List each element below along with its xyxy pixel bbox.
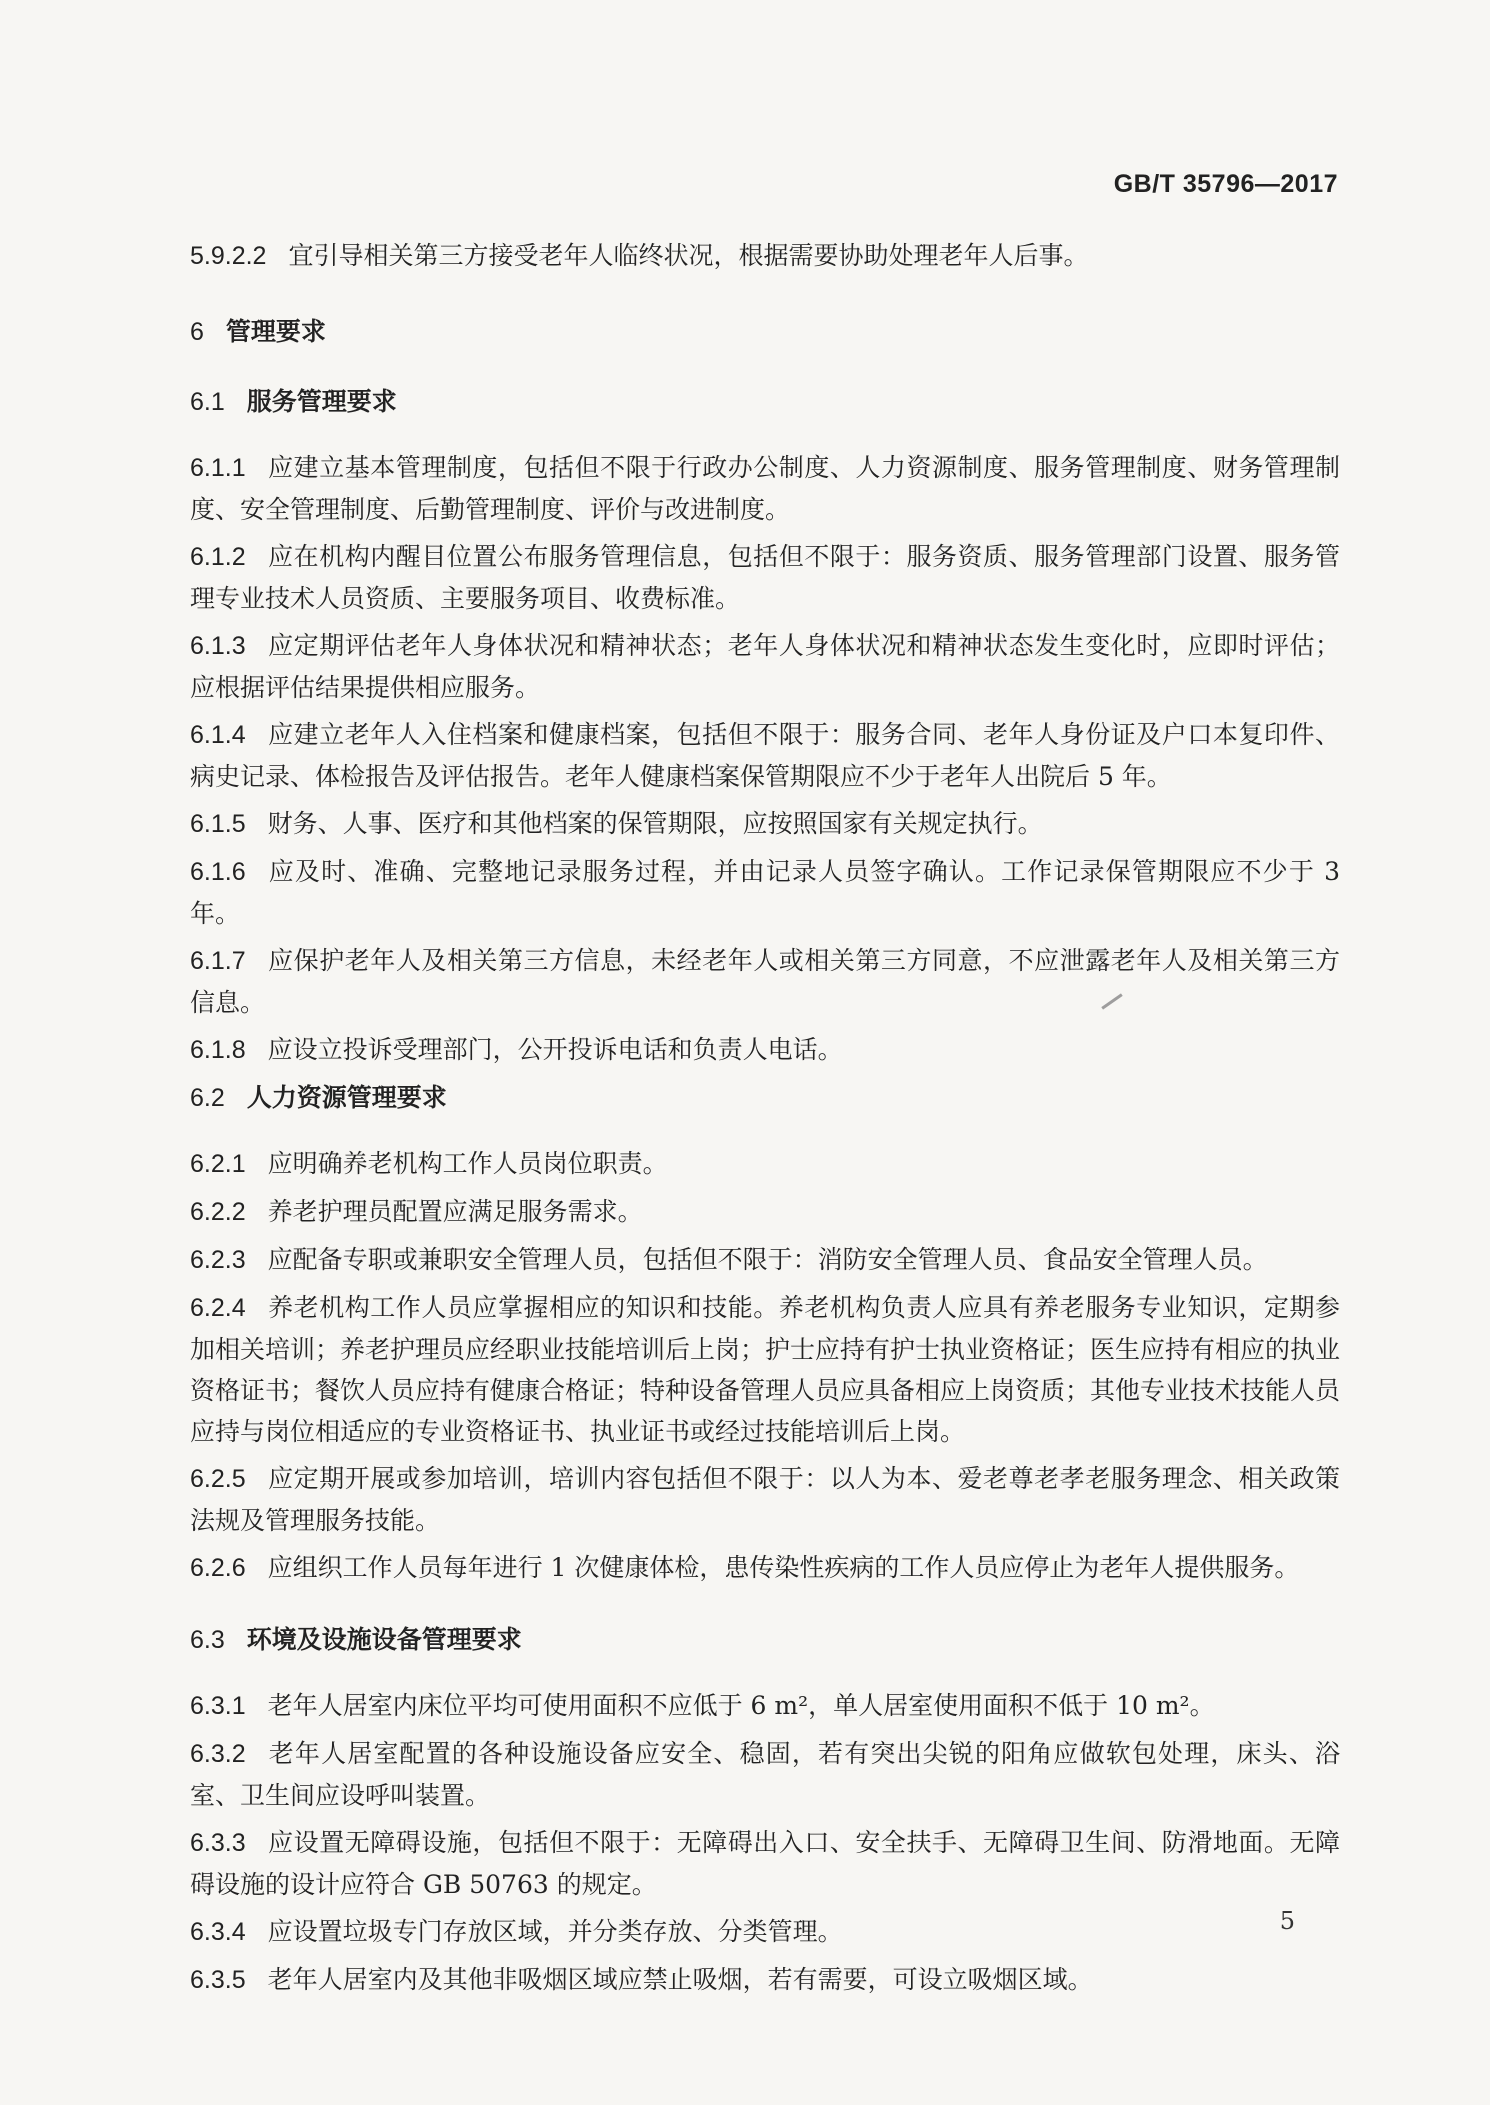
clause-6-3-5: [190, 1959, 1340, 2001]
clause-number: 6.2.2: [190, 1198, 246, 1226]
clause-number: 6.2: [190, 1084, 225, 1112]
clause-text: 应组织工作人员每年进行 1 次健康体检，患传染性疾病的工作人员应停止为老年人提供服务。: [267, 1553, 1300, 1582]
clause-6-1-1: [190, 447, 1340, 530]
clause-6-1-8: [190, 1029, 1340, 1071]
clause-number: 6.3.5: [190, 1966, 246, 1994]
clause-6-1-2: [190, 536, 1340, 619]
clause-6-2-4: [190, 1287, 1340, 1452]
clause-6-1-3: [190, 625, 1340, 708]
clause-number: 6: [190, 318, 204, 346]
clause-text: 宜引导相关第三方接受老年人临终状况，根据需要协助处理老年人后事。: [288, 241, 1089, 270]
clause-text: 应明确养老机构工作人员岗位职责。: [267, 1149, 668, 1178]
clause-6-3-1: [190, 1685, 1340, 1727]
clause-text: 财务、人事、医疗和其他档案的保管期限，应按照国家有关规定执行。: [267, 809, 1043, 838]
clause-number: 6.1: [190, 388, 225, 416]
clause-text: 环境及设施设备管理要求: [246, 1625, 522, 1654]
clause-6-1-4: [190, 714, 1340, 797]
subsection-heading: [190, 1619, 1340, 1661]
clause-number: 6.1.2: [190, 543, 246, 571]
clause-5-9-2-2: [190, 235, 1340, 277]
clause-text: 人力资源管理要求: [246, 1083, 447, 1112]
clause-text: 老年人居室配置的各种设施设备应安全、稳固，若有突出尖锐的阳角应做软包处理，床头、浴室、卫生间应设呼叫装置。: [190, 1739, 1340, 1810]
clause-6-3-2: [190, 1733, 1340, 1816]
clause-6-1-5: [190, 803, 1340, 845]
clause-text: 养老机构工作人员应掌握相应的知识和技能。养老机构负责人应具有养老服务专业知识，定期参加相关培训；养老护理员应经职业技能培训后上岗；护士应持有护士执业资格证；医生应持有相应的执业资格证书；餐饮人员应持有健康合格证；特种设备管理人员应具备相应上岗资质；其他专业技术技能人员应持与岗位相适应的专业资格证书、执业证书或经过技能培训后上岗。: [190, 1293, 1341, 1446]
clause-number: 6.3.2: [190, 1740, 246, 1768]
section-heading: [190, 311, 1340, 353]
clause-6-3-4: [190, 1911, 1340, 1953]
clause-6-1-6: [190, 851, 1340, 934]
clause-number: 6.1.1: [190, 454, 246, 482]
clause-number: 6.2.1: [190, 1150, 246, 1178]
clause-text: 应设立投诉受理部门，公开投诉电话和负责人电话。: [267, 1035, 843, 1064]
clause-number: 6.1.8: [190, 1036, 246, 1064]
clause-text: 管理要求: [225, 317, 326, 346]
clause-6-2-3: [190, 1239, 1340, 1281]
clause-text: 应设置无障碍设施，包括但不限于：无障碍出入口、安全扶手、无障碍卫生间、防滑地面。无障碍设施的设计应符合 GB 50763 的规定。: [190, 1828, 1340, 1899]
clause-6-2-6: [190, 1547, 1340, 1589]
clause-number: 6.1.5: [190, 810, 246, 838]
clause-number: 6.1.7: [190, 947, 246, 975]
clause-number: 6.1.4: [190, 721, 246, 749]
clause-text: 应设置垃圾专门存放区域，并分类存放、分类管理。: [267, 1917, 843, 1946]
clause-text: 应建立基本管理制度，包括但不限于行政办公制度、人力资源制度、服务管理制度、财务管理制度、安全管理制度、后勤管理制度、评价与改进制度。: [190, 453, 1340, 524]
document-body: [190, 235, 1340, 2007]
clause-text: 应定期开展或参加培训，培训内容包括但不限于：以人为本、爱老尊老孝老服务理念、相关政策法规及管理服务技能。: [190, 1464, 1340, 1535]
clause-number: 6.3.1: [190, 1692, 246, 1720]
clause-number: 6.2.6: [190, 1554, 246, 1582]
clause-number: 6.3: [190, 1626, 225, 1654]
clause-number: 6.3.4: [190, 1918, 246, 1946]
clause-6-2-5: [190, 1458, 1340, 1541]
clause-text: 养老护理员配置应满足服务需求。: [267, 1197, 643, 1226]
clause-6-3-3: [190, 1822, 1340, 1905]
subsection-heading: [190, 381, 1340, 423]
clause-number: 6.1.3: [190, 632, 246, 660]
clause-text: 老年人居室内床位平均可使用面积不应低于 6 m²，单人居室使用面积不低于 10 m²。: [267, 1691, 1215, 1720]
clause-text: 应保护老年人及相关第三方信息，未经老年人或相关第三方同意，不应泄露老年人及相关第三方信息。: [190, 946, 1340, 1017]
clause-text: 服务管理要求: [246, 387, 397, 416]
clause-text: 应在机构内醒目位置公布服务管理信息，包括但不限于：服务资质、服务管理部门设置、服务管理专业技术人员资质、主要服务项目、收费标准。: [190, 542, 1340, 613]
clause-number: 6.2.4: [190, 1294, 246, 1322]
clause-number: 5.9.2.2: [190, 242, 267, 270]
clause-text: 应及时、准确、完整地记录服务过程，并由记录人员签字确认。工作记录保管期限应不少于 3 年。: [190, 857, 1340, 928]
clause-6-2-2: [190, 1191, 1340, 1233]
clause-number: 6.3.3: [190, 1829, 246, 1857]
clause-text: 应建立老年人入住档案和健康档案，包括但不限于：服务合同、老年人身份证及户口本复印件、病史记录、体检报告及评估报告。老年人健康档案保管期限应不少于老年人出院后 5 年。: [190, 720, 1340, 791]
clause-number: 6.2.3: [190, 1246, 246, 1274]
standard-code: GB/T 35796—2017: [1113, 170, 1338, 198]
clause-text: 老年人居室内及其他非吸烟区域应禁止吸烟，若有需要，可设立吸烟区域。: [267, 1965, 1093, 1994]
clause-number: 6.1.6: [190, 858, 246, 886]
clause-text: 应定期评估老年人身体状况和精神状态；老年人身体状况和精神状态发生变化时，应即时评估；应根据评估结果提供相应服务。: [190, 631, 1340, 702]
clause-number: 6.2.5: [190, 1465, 246, 1493]
page-number: 5: [1279, 1907, 1295, 1935]
clause-text: 应配备专职或兼职安全管理人员，包括但不限于：消防安全管理人员、食品安全管理人员。: [267, 1245, 1268, 1274]
subsection-heading: [190, 1077, 1340, 1119]
clause-6-1-7: [190, 940, 1340, 1023]
clause-6-2-1: [190, 1143, 1340, 1185]
